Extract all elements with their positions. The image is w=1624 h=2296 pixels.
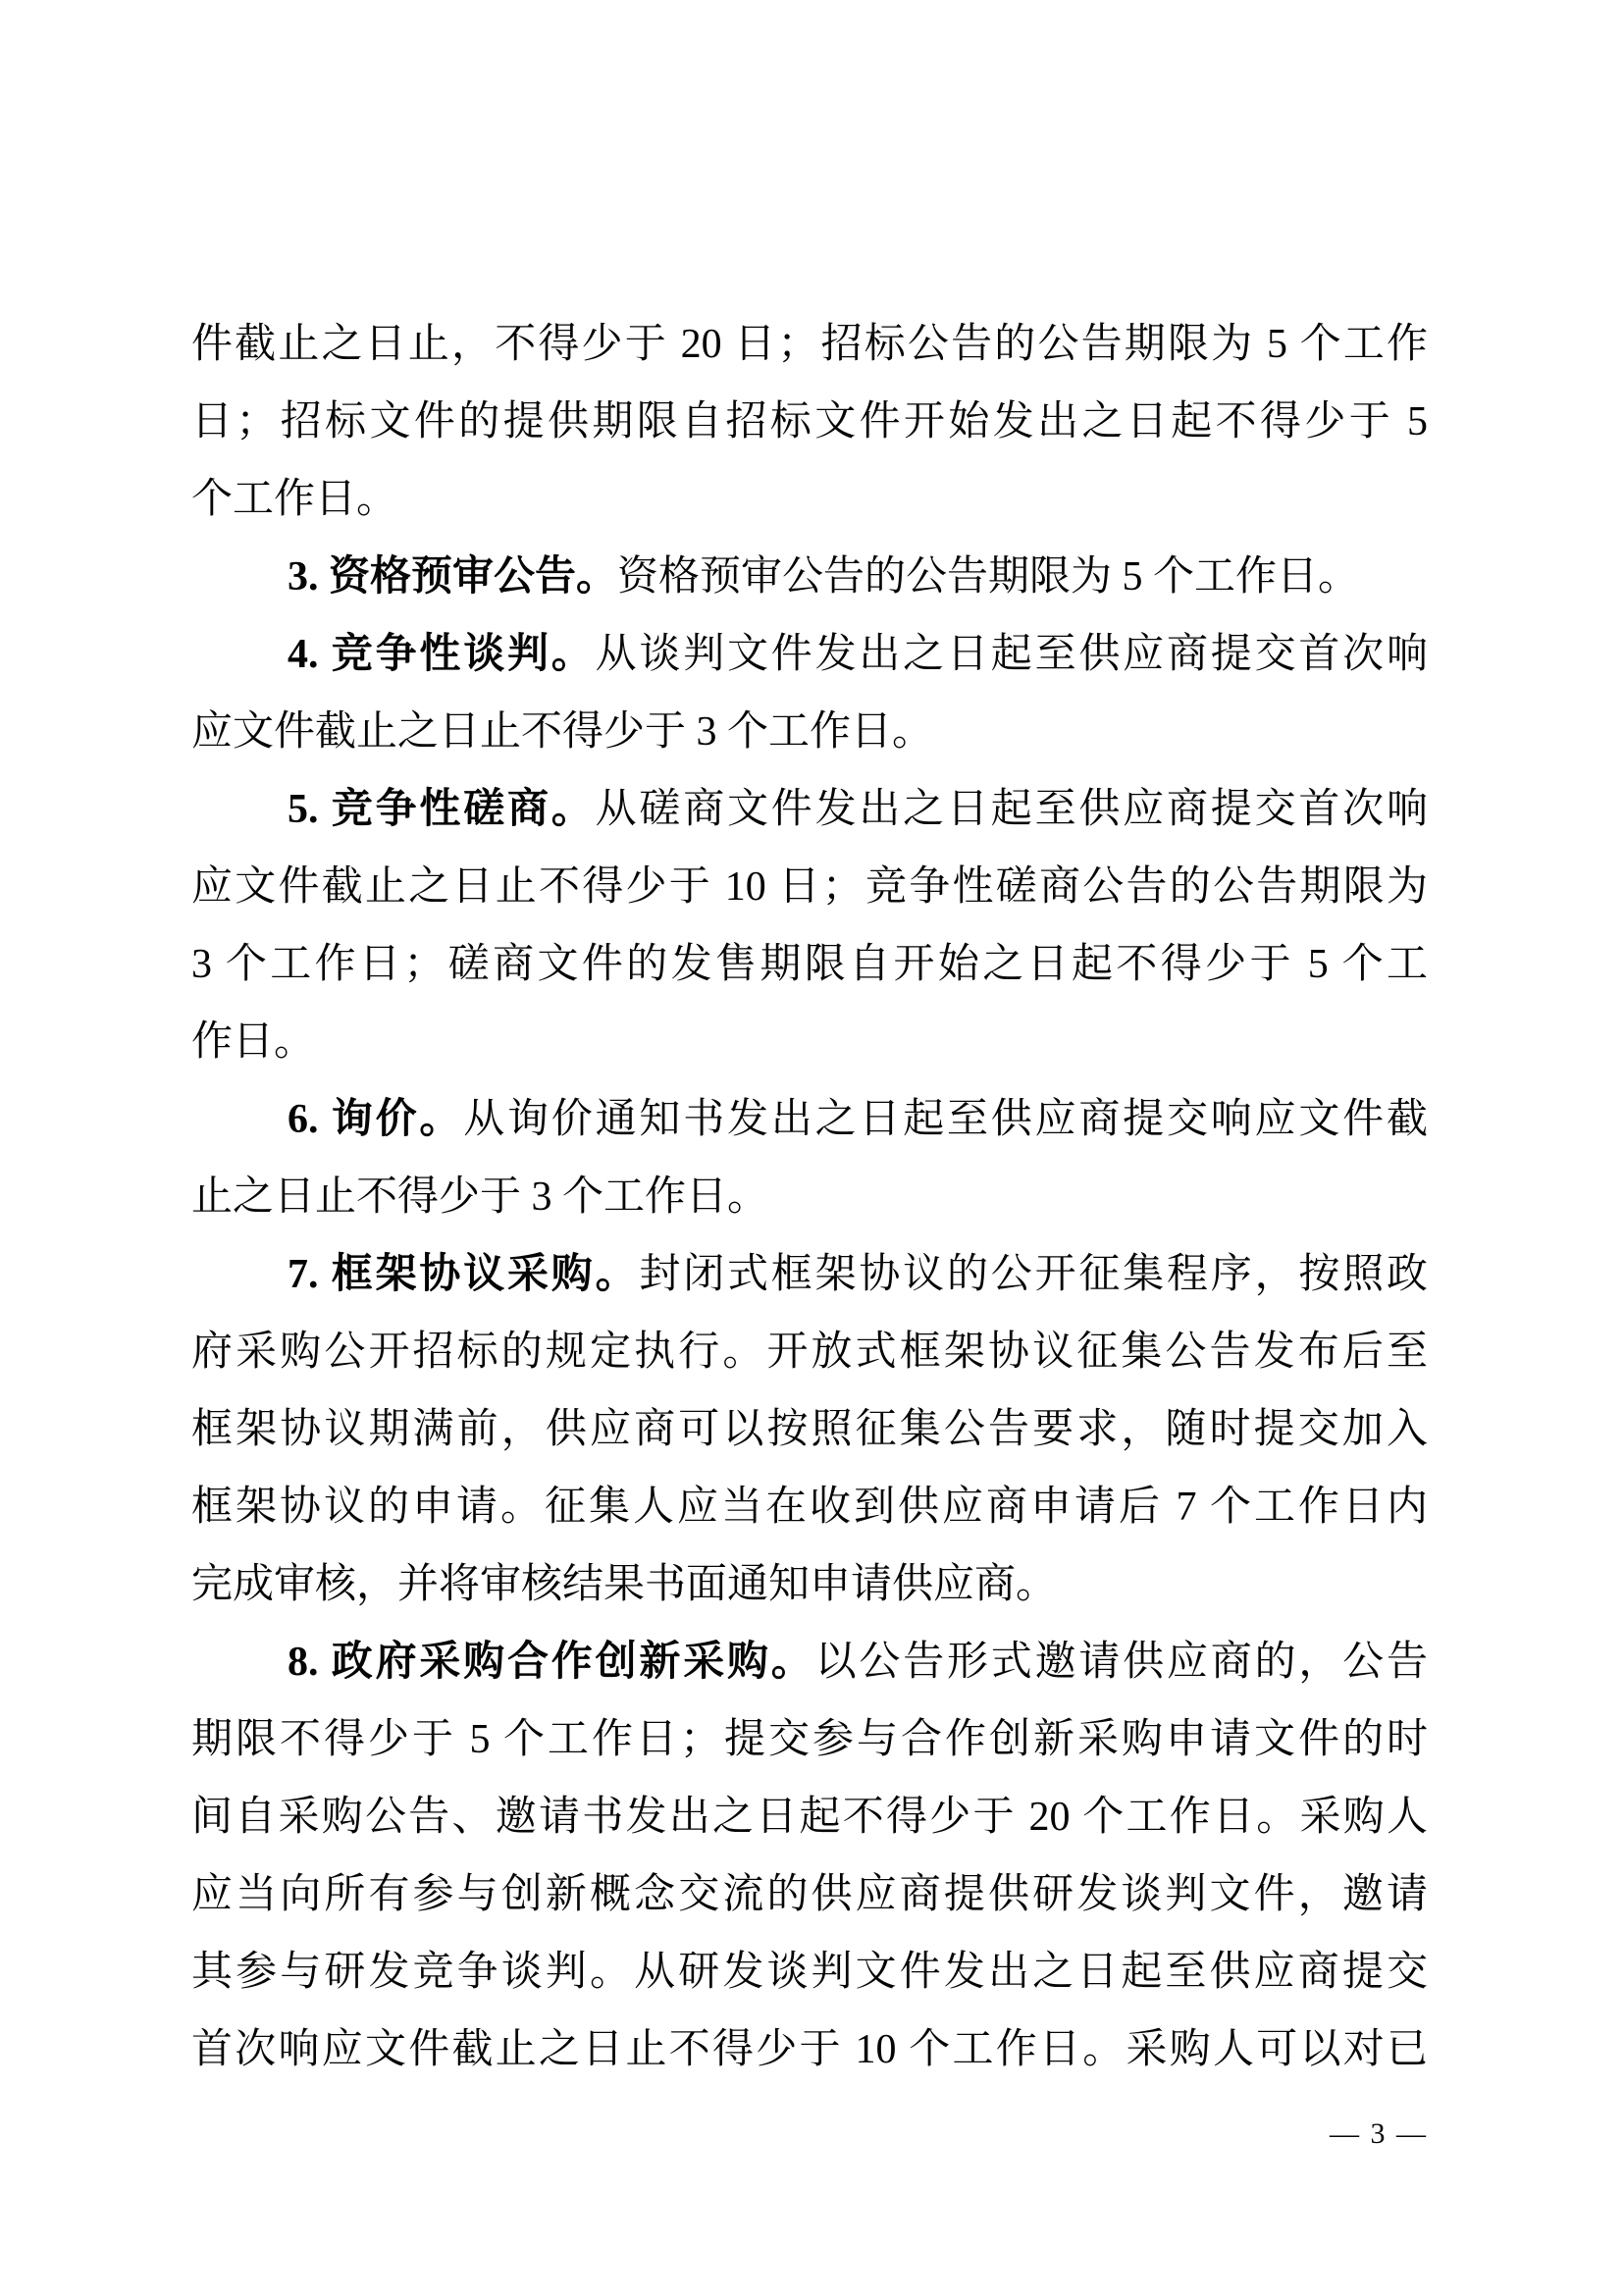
text-line: [191, 2011, 1428, 2089]
text-line: [191, 1934, 1428, 2011]
text-line-heading-5: [191, 771, 1428, 849]
heading-label: 3. 资格预审公告。: [288, 554, 618, 600]
text-line-heading-4: [191, 616, 1428, 694]
line-text: 资格预审公告的公告期限为 5 个工作日。: [617, 554, 1360, 600]
text-line: [191, 694, 1428, 771]
line-text: 框架协议的申请。征集人应当在收到供应商申请后 7 个工作日内: [191, 1485, 1428, 1530]
line-text: 府采购公开招标的规定执行。开放式框架协议征集公告发布后至: [191, 1330, 1428, 1375]
text-line: [191, 1856, 1428, 1934]
document-body: [191, 306, 1428, 2089]
line-text: 期限不得少于 5 个工作日；提交参与合作创新采购申请文件的时: [191, 1717, 1428, 1762]
line-text: 间自采购公告、邀请书发出之日起不得少于 20 个工作日。采购人: [191, 1795, 1428, 1840]
heading-label: 8. 政府采购合作创新采购。: [288, 1640, 815, 1685]
line-text: 日；招标文件的提供期限自招标文件开始发出之日起不得少于 5: [191, 399, 1428, 444]
text-line-heading-6: [191, 1081, 1428, 1159]
line-text: 3 个工作日；磋商文件的发售期限自开始之日起不得少于 5 个工: [191, 942, 1428, 987]
line-text: 以公告形式邀请供应商的，公告: [814, 1640, 1428, 1685]
line-text: 框架协议期满前，供应商可以按照征集公告要求，随时提交加入: [191, 1407, 1428, 1452]
text-line: [191, 926, 1428, 1004]
text-line: [191, 1004, 1428, 1081]
line-text: 封闭式框架协议的公开征集程序，按照政: [639, 1252, 1428, 1297]
line-text: 作日。: [191, 1019, 316, 1065]
line-text: 从磋商文件发出之日起至供应商提交首次响: [595, 787, 1428, 832]
line-text: 首次响应文件截止之日止不得少于 10 个工作日。采购人可以对已: [191, 2027, 1428, 2072]
text-line: [191, 1159, 1428, 1236]
text-line: [191, 1546, 1428, 1624]
text-line: [191, 1701, 1428, 1779]
heading-label: 5. 竞争性磋商。: [288, 787, 596, 832]
text-line: [191, 849, 1428, 926]
line-text: 其参与研发竞争谈判。从研发谈判文件发出之日起至供应商提交: [191, 1950, 1428, 1995]
line-text: 从询价通知书发出之日起至供应商提交响应文件截: [463, 1097, 1428, 1142]
text-line: [191, 306, 1428, 384]
line-text: 从谈判文件发出之日起至供应商提交首次响: [595, 632, 1428, 677]
heading-label: 4. 竞争性谈判。: [288, 632, 596, 677]
text-line: [191, 461, 1428, 539]
heading-label: 6. 询价。: [288, 1097, 464, 1142]
text-line: [191, 1391, 1428, 1469]
text-line: [191, 1314, 1428, 1391]
text-line: [191, 1779, 1428, 1856]
text-line: [191, 384, 1428, 461]
text-line-heading-7: [191, 1236, 1428, 1314]
line-text: 应当向所有参与创新概念交流的供应商提供研发谈判文件，邀请: [191, 1872, 1428, 1917]
line-text: 件截止之日止，不得少于 20 日；招标公告的公告期限为 5 个工作: [191, 322, 1428, 367]
line-text: 个工作日。: [191, 477, 398, 522]
text-line-heading-8: [191, 1624, 1428, 1701]
heading-label: 7. 框架协议采购。: [288, 1252, 640, 1297]
line-text: 止之日止不得少于 3 个工作日。: [191, 1174, 769, 1220]
text-line: [191, 1469, 1428, 1546]
line-text: 完成审核，并将审核结果书面通知申请供应商。: [191, 1562, 1058, 1607]
line-text: 应文件截止之日止不得少于 10 日；竞争性磋商公告的公告期限为: [191, 864, 1428, 910]
text-line-heading-3: [191, 539, 1428, 616]
line-text: 应文件截止之日止不得少于 3 个工作日。: [191, 709, 934, 755]
page-number: — 3 —: [1330, 2117, 1428, 2150]
